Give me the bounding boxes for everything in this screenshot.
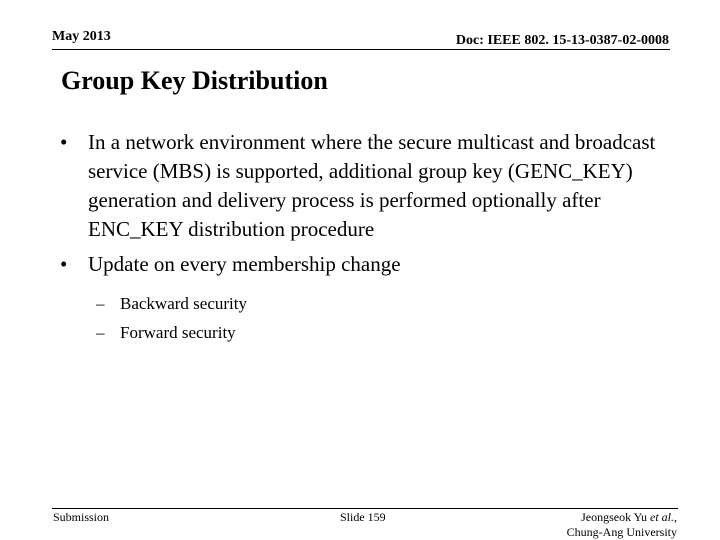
footer-et-al: et al. bbox=[650, 510, 674, 524]
footer-affiliation: Chung-Ang University bbox=[566, 525, 677, 539]
footer-author-name: Jeongseok Yu bbox=[581, 510, 650, 524]
header-date: May 2013 bbox=[52, 29, 111, 44]
footer-comma: , bbox=[674, 510, 677, 524]
bullet-text: Update on every membership change bbox=[88, 252, 401, 276]
footer-author bbox=[567, 510, 677, 540]
header-doc-id: Doc: IEEE 802. 15-13-0387-02-0008 bbox=[455, 33, 669, 48]
dash-icon: – bbox=[96, 323, 105, 342]
bullet-dot-icon: • bbox=[60, 252, 68, 276]
dash-icon: – bbox=[96, 294, 105, 313]
slide-content bbox=[58, 128, 678, 351]
sub-bullet-item bbox=[58, 322, 678, 344]
bullet-dot-icon: • bbox=[60, 130, 68, 154]
sub-bullet-text: Backward security bbox=[120, 294, 247, 313]
bullet-item bbox=[58, 250, 678, 279]
sub-bullet-text: Forward security bbox=[120, 323, 236, 342]
bullet-item bbox=[58, 128, 678, 244]
footer-slide-number: Slide 159 bbox=[340, 510, 386, 524]
footer-rule bbox=[52, 508, 678, 509]
header-rule bbox=[52, 49, 670, 50]
bullet-text: In a network environment where the secure multicast and broadcast service (MBS) is supported, additional group key (GENC_KEY) generation and delivery process is performed optionally after ENC_KEY distribution procedure bbox=[88, 130, 656, 241]
footer-submission: Submission bbox=[53, 510, 110, 524]
footer-author-line bbox=[567, 510, 677, 525]
sub-bullet-item bbox=[58, 293, 678, 315]
sub-bullet-list bbox=[58, 293, 678, 344]
slide-title: Group Key Distribution bbox=[61, 66, 328, 95]
